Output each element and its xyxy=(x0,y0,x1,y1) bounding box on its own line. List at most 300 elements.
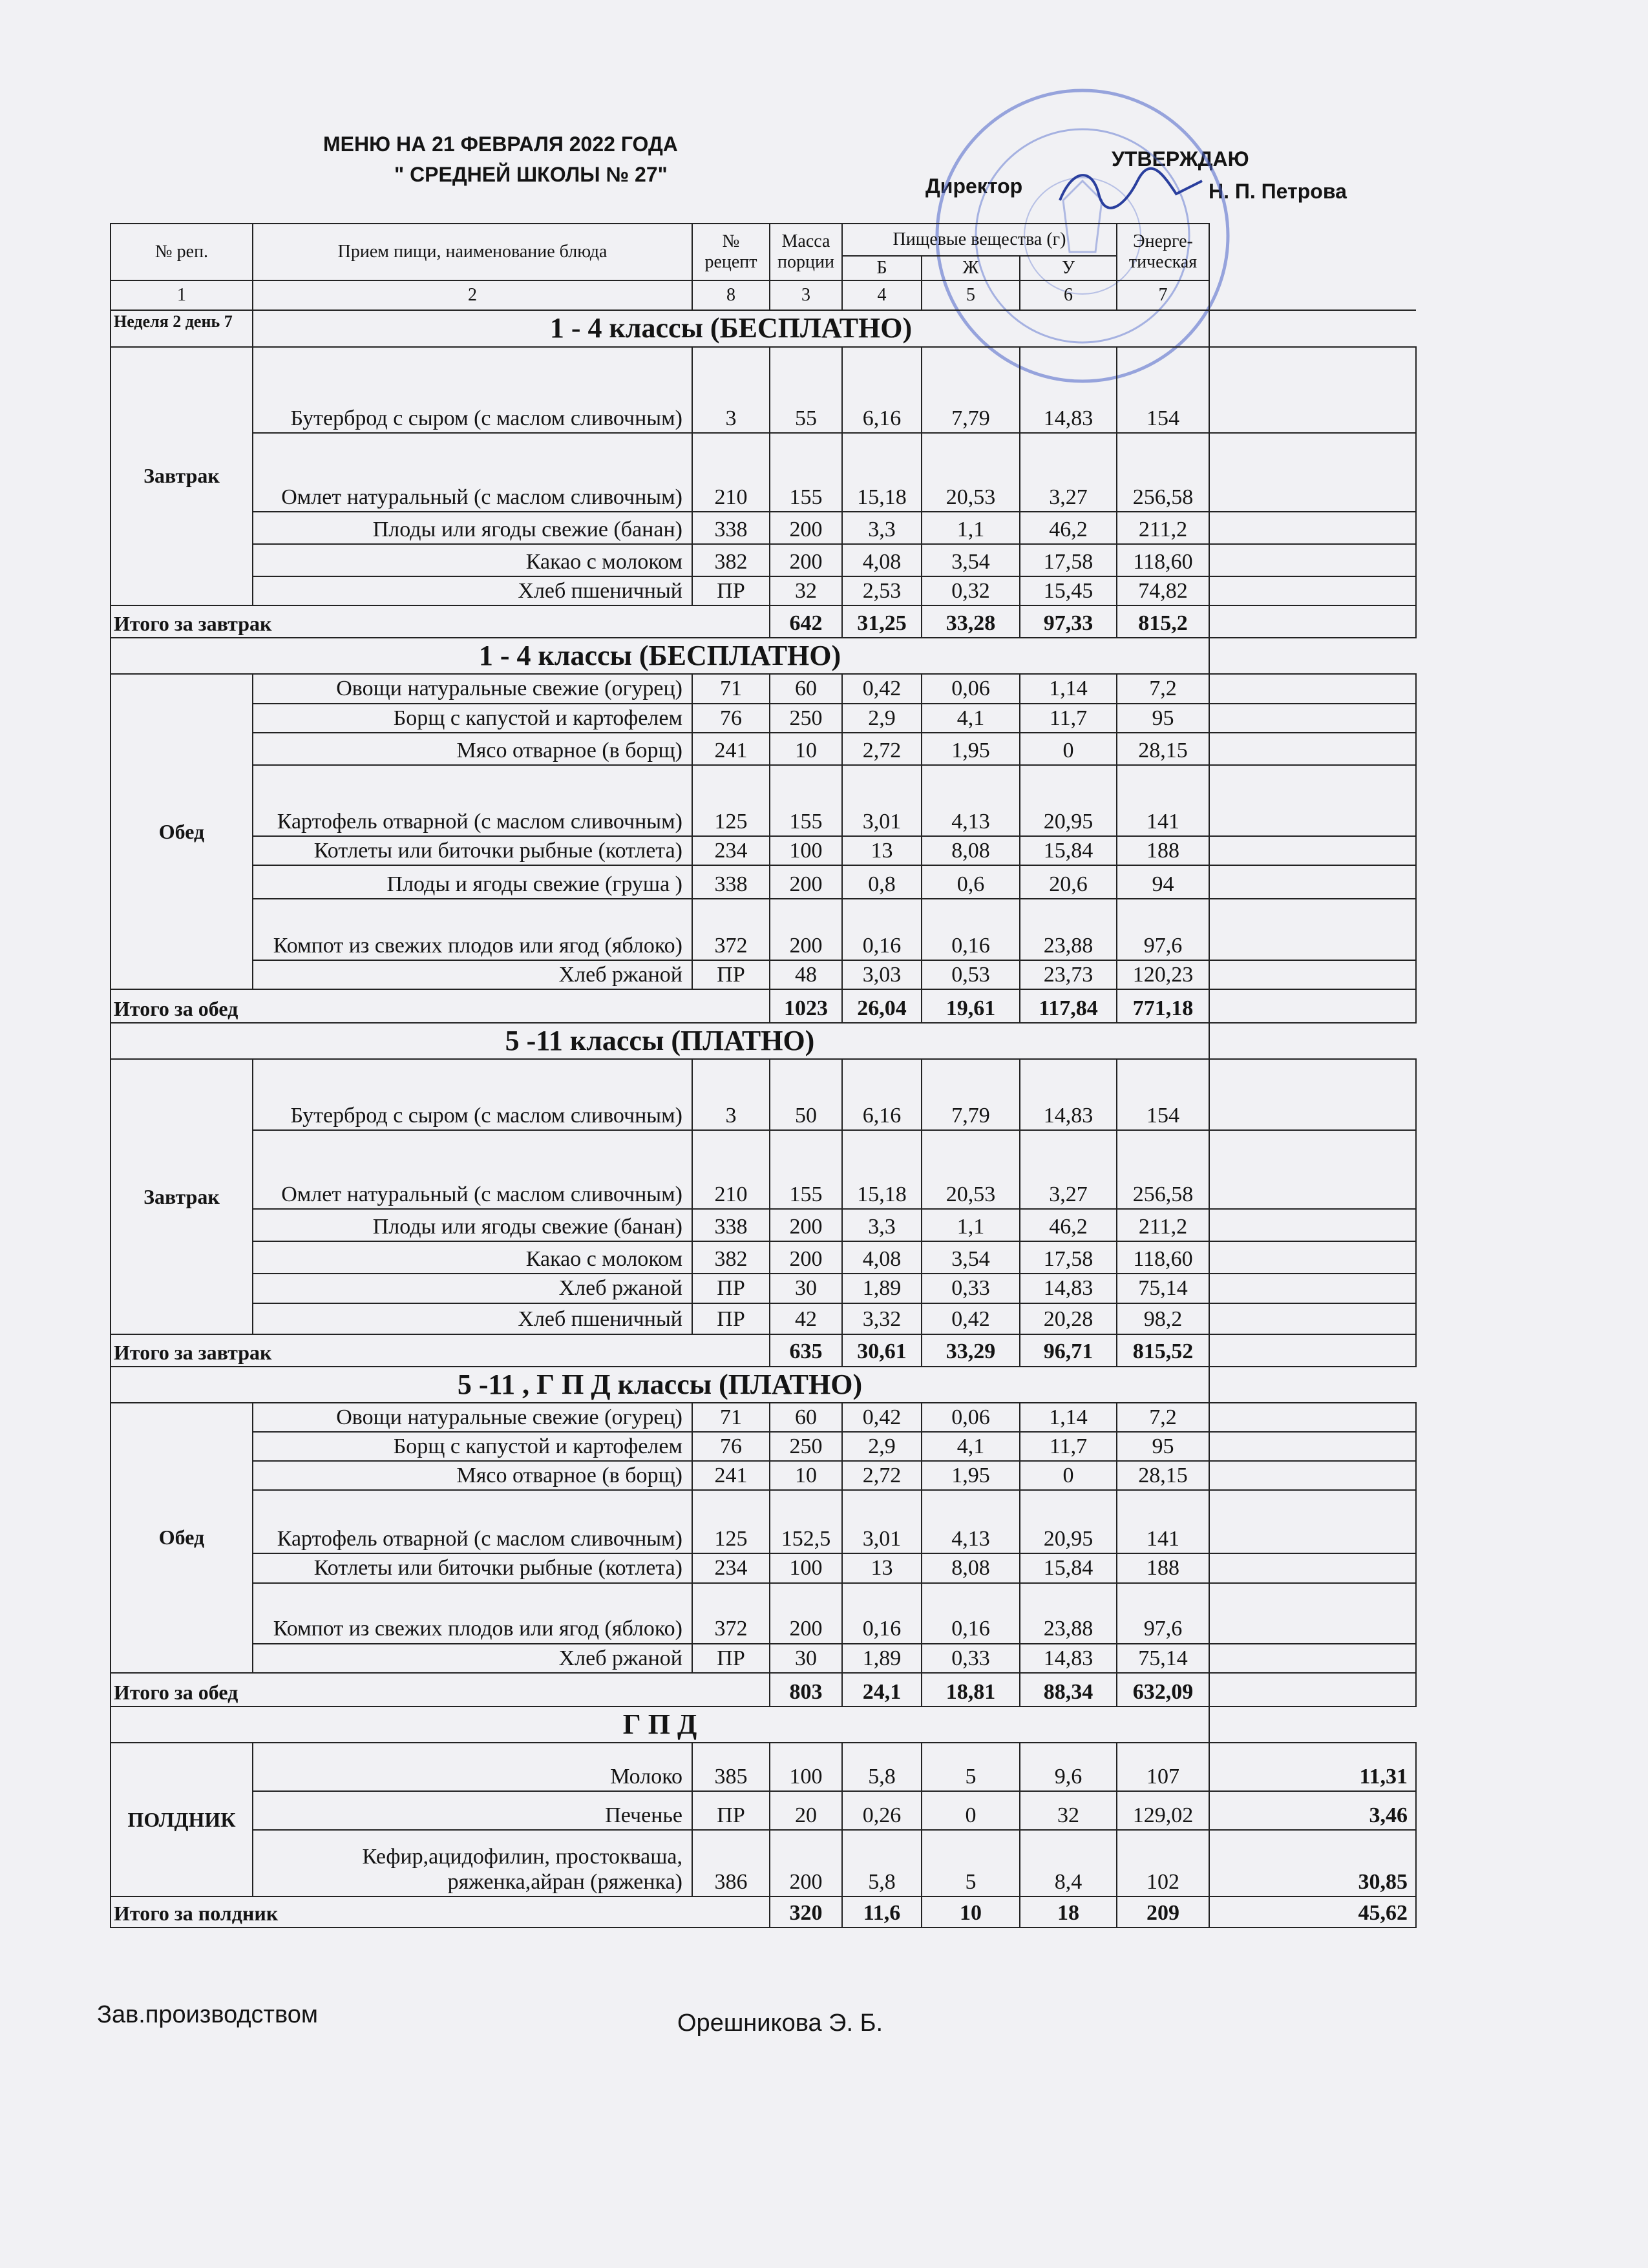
extra-value xyxy=(1209,1553,1416,1582)
extra-value xyxy=(1209,704,1416,733)
dish-name: Компот из свежих плодов или ягод (яблоко) xyxy=(253,899,692,960)
recipe-number: 338 xyxy=(692,865,770,899)
fat-value: 5 xyxy=(922,1830,1020,1896)
extra-value xyxy=(1209,1130,1416,1209)
protein-value: 6,16 xyxy=(842,347,922,433)
carbs-value: 46,2 xyxy=(1020,512,1117,544)
dish-name: Борщ с капустой и картофелем xyxy=(253,704,692,733)
carbs-value: 0 xyxy=(1020,733,1117,765)
fat-value: 8,08 xyxy=(922,836,1020,865)
protein-value: 0,42 xyxy=(842,1403,922,1432)
recipe-number: 125 xyxy=(692,1490,770,1553)
portion-mass: 55 xyxy=(770,347,842,433)
carbs-value: 23,88 xyxy=(1020,1583,1117,1644)
recipe-number: 372 xyxy=(692,899,770,960)
portion-mass: 100 xyxy=(770,1743,842,1791)
carbs-value: 17,58 xyxy=(1020,1241,1117,1274)
dish-name: Какао с молоком xyxy=(253,1241,692,1274)
total-carbs: 96,71 xyxy=(1020,1334,1117,1367)
extra-value xyxy=(1209,836,1416,865)
portion-mass: 10 xyxy=(770,733,842,765)
menu-title: МЕНЮ НА 21 ФЕВРАЛЯ 2022 ГОДА xyxy=(323,132,678,156)
extra-value xyxy=(1209,1432,1416,1461)
meal-name: Завтрак xyxy=(111,1059,253,1334)
extra-value xyxy=(1209,576,1416,605)
extra-value: 3,46 xyxy=(1209,1791,1416,1830)
fat-value: 1,1 xyxy=(922,1209,1020,1241)
fat-value: 0,53 xyxy=(922,960,1020,989)
carbs-value: 11,7 xyxy=(1020,1432,1117,1461)
fat-value: 3,54 xyxy=(922,1241,1020,1274)
protein-value: 5,8 xyxy=(842,1830,922,1896)
recipe-number: 234 xyxy=(692,1553,770,1582)
recipe-number: 372 xyxy=(692,1583,770,1644)
dish-name: Овощи натуральные свежие (огурец) xyxy=(253,674,692,703)
total-energy: 632,09 xyxy=(1117,1673,1209,1706)
total-extra: 45,62 xyxy=(1209,1896,1416,1927)
recipe-number: ПР xyxy=(692,960,770,989)
total-fat: 33,28 xyxy=(922,605,1020,638)
section-title: Г П Д xyxy=(111,1706,1209,1743)
total-mass: 642 xyxy=(770,605,842,638)
protein-value: 0,26 xyxy=(842,1791,922,1830)
total-fat: 33,29 xyxy=(922,1334,1020,1367)
portion-mass: 32 xyxy=(770,576,842,605)
fat-value: 8,08 xyxy=(922,1553,1020,1582)
fat-value: 4,13 xyxy=(922,765,1020,836)
portion-mass: 250 xyxy=(770,1432,842,1461)
carbs-value: 23,88 xyxy=(1020,899,1117,960)
extra-value xyxy=(1209,544,1416,576)
dish-name: Молоко xyxy=(253,1743,692,1791)
carbs-value: 20,28 xyxy=(1020,1303,1117,1334)
carbs-value: 32 xyxy=(1020,1791,1117,1830)
recipe-number: 3 xyxy=(692,347,770,433)
recipe-number: ПР xyxy=(692,1791,770,1830)
dish-name: Бутерброд с сыром (с маслом сливочным) xyxy=(253,1059,692,1130)
recipe-number: 241 xyxy=(692,1461,770,1490)
fat-value: 0,06 xyxy=(922,1403,1020,1432)
carbs-value: 20,6 xyxy=(1020,865,1117,899)
portion-mass: 200 xyxy=(770,1830,842,1896)
recipe-number: ПР xyxy=(692,1274,770,1303)
protein-value: 0,16 xyxy=(842,1583,922,1644)
carbs-value: 3,27 xyxy=(1020,1130,1117,1209)
extra-value xyxy=(1209,899,1416,960)
section-title: 1 - 4 классы (БЕСПЛАТНО) xyxy=(111,638,1209,675)
dish-name: Хлеб ржаной xyxy=(253,1274,692,1303)
total-carbs: 18 xyxy=(1020,1896,1117,1927)
total-carbs: 97,33 xyxy=(1020,605,1117,638)
recipe-number: 382 xyxy=(692,544,770,576)
fat-value: 0,32 xyxy=(922,576,1020,605)
carbs-value: 0 xyxy=(1020,1461,1117,1490)
portion-mass: 50 xyxy=(770,1059,842,1130)
total-extra xyxy=(1209,605,1416,638)
col-num-3: 3 xyxy=(770,280,842,310)
fat-value: 1,95 xyxy=(922,733,1020,765)
dish-name: Кефир,ацидофилин, простокваша, ряженка,айран (ряженка) xyxy=(253,1830,692,1896)
fat-value: 5 xyxy=(922,1743,1020,1791)
recipe-number: 234 xyxy=(692,836,770,865)
total-energy: 771,18 xyxy=(1117,989,1209,1023)
total-label: Итого за завтрак xyxy=(111,605,770,638)
dish-name: Хлеб пшеничный xyxy=(253,576,692,605)
total-mass: 803 xyxy=(770,1673,842,1706)
signature-icon xyxy=(1047,162,1215,213)
extra-value xyxy=(1209,1490,1416,1553)
total-label: Итого за обед xyxy=(111,989,770,1023)
director-label: Директор xyxy=(925,174,1023,198)
recipe-number: 210 xyxy=(692,433,770,512)
week-day-note: Неделя 2 день 7 xyxy=(111,310,253,347)
recipe-number: 210 xyxy=(692,1130,770,1209)
fat-value: 0 xyxy=(922,1791,1020,1830)
col-num-4: 4 xyxy=(842,280,922,310)
meal-name: ПОЛДНИК xyxy=(111,1743,253,1896)
energy-value: 97,6 xyxy=(1117,899,1209,960)
energy-value: 154 xyxy=(1117,347,1209,433)
blank-cell xyxy=(1209,224,1416,310)
protein-value: 3,01 xyxy=(842,1490,922,1553)
dish-name: Картофель отварной (с маслом сливочным) xyxy=(253,1490,692,1553)
dish-name: Котлеты или биточки рыбные (котлета) xyxy=(253,1553,692,1582)
carbs-value: 20,95 xyxy=(1020,765,1117,836)
dish-name: Печенье xyxy=(253,1791,692,1830)
portion-mass: 155 xyxy=(770,765,842,836)
total-mass: 635 xyxy=(770,1334,842,1367)
col-num-2: 2 xyxy=(253,280,692,310)
total-carbs: 117,84 xyxy=(1020,989,1117,1023)
protein-value: 1,89 xyxy=(842,1644,922,1673)
total-mass: 320 xyxy=(770,1896,842,1927)
portion-mass: 200 xyxy=(770,899,842,960)
total-protein: 24,1 xyxy=(842,1673,922,1706)
energy-value: 94 xyxy=(1117,865,1209,899)
carbs-value: 8,4 xyxy=(1020,1830,1117,1896)
total-fat: 10 xyxy=(922,1896,1020,1927)
manager-name: Орешникова Э. Б. xyxy=(677,2010,883,2037)
dish-name: Плоды или ягоды свежие (банан) xyxy=(253,512,692,544)
extra-value xyxy=(1209,1583,1416,1644)
recipe-number: 386 xyxy=(692,1830,770,1896)
fat-value: 0,33 xyxy=(922,1274,1020,1303)
energy-value: 118,60 xyxy=(1117,1241,1209,1274)
protein-value: 2,9 xyxy=(842,1432,922,1461)
col-num-7: 7 xyxy=(1117,280,1209,310)
total-label: Итого за полдник xyxy=(111,1896,770,1927)
menu-table xyxy=(110,223,1417,1928)
extra-value xyxy=(1209,1644,1416,1673)
energy-value: 120,23 xyxy=(1117,960,1209,989)
total-protein: 30,61 xyxy=(842,1334,922,1367)
energy-value: 7,2 xyxy=(1117,1403,1209,1432)
energy-value: 118,60 xyxy=(1117,544,1209,576)
recipe-number: 71 xyxy=(692,674,770,703)
col-header-nutrients: Пищевые вещества (г) xyxy=(842,224,1117,256)
protein-value: 3,3 xyxy=(842,512,922,544)
col-header-u: У xyxy=(1020,256,1117,280)
energy-value: 28,15 xyxy=(1117,733,1209,765)
total-fat: 19,61 xyxy=(922,989,1020,1023)
protein-value: 1,89 xyxy=(842,1274,922,1303)
carbs-value: 11,7 xyxy=(1020,704,1117,733)
extra-value xyxy=(1209,1059,1416,1130)
protein-value: 13 xyxy=(842,836,922,865)
dish-name: Хлеб пшеничный xyxy=(253,1303,692,1334)
carbs-value: 15,84 xyxy=(1020,836,1117,865)
recipe-number: 382 xyxy=(692,1241,770,1274)
fat-value: 20,53 xyxy=(922,1130,1020,1209)
protein-value: 0,8 xyxy=(842,865,922,899)
portion-mass: 152,5 xyxy=(770,1490,842,1553)
portion-mass: 60 xyxy=(770,674,842,703)
energy-value: 102 xyxy=(1117,1830,1209,1896)
energy-value: 129,02 xyxy=(1117,1791,1209,1830)
extra-value xyxy=(1209,512,1416,544)
fat-value: 0,6 xyxy=(922,865,1020,899)
protein-value: 15,18 xyxy=(842,1130,922,1209)
fat-value: 4,1 xyxy=(922,1432,1020,1461)
energy-value: 141 xyxy=(1117,765,1209,836)
fat-value: 0,33 xyxy=(922,1644,1020,1673)
col-header-energy: Энерге- тическая xyxy=(1117,224,1209,280)
portion-mass: 200 xyxy=(770,1209,842,1241)
carbs-value: 14,83 xyxy=(1020,1059,1117,1130)
portion-mass: 200 xyxy=(770,512,842,544)
recipe-number: 241 xyxy=(692,733,770,765)
protein-value: 3,32 xyxy=(842,1303,922,1334)
protein-value: 5,8 xyxy=(842,1743,922,1791)
energy-value: 188 xyxy=(1117,836,1209,865)
fat-value: 7,79 xyxy=(922,347,1020,433)
portion-mass: 200 xyxy=(770,1583,842,1644)
dish-name: Овощи натуральные свежие (огурец) xyxy=(253,1403,692,1432)
protein-value: 2,53 xyxy=(842,576,922,605)
recipe-number: 385 xyxy=(692,1743,770,1791)
school-name: " СРЕДНЕЙ ШКОЛЫ № 27" xyxy=(394,163,668,186)
dish-name: Мясо отварное (в борщ) xyxy=(253,1461,692,1490)
recipe-number: 338 xyxy=(692,1209,770,1241)
dish-name: Плоды или ягоды свежие (банан) xyxy=(253,1209,692,1241)
total-energy: 815,2 xyxy=(1117,605,1209,638)
blank-cell xyxy=(1209,310,1416,347)
dish-name: Котлеты или биточки рыбные (котлета) xyxy=(253,836,692,865)
col-num-8: 8 xyxy=(692,280,770,310)
protein-value: 2,72 xyxy=(842,1461,922,1490)
energy-value: 211,2 xyxy=(1117,1209,1209,1241)
carbs-value: 23,73 xyxy=(1020,960,1117,989)
fat-value: 1,1 xyxy=(922,512,1020,544)
total-energy: 209 xyxy=(1117,1896,1209,1927)
portion-mass: 60 xyxy=(770,1403,842,1432)
dish-name: Мясо отварное (в борщ) xyxy=(253,733,692,765)
extra-value xyxy=(1209,433,1416,512)
dish-name: Какао с молоком xyxy=(253,544,692,576)
portion-mass: 42 xyxy=(770,1303,842,1334)
total-protein: 31,25 xyxy=(842,605,922,638)
recipe-number: 338 xyxy=(692,512,770,544)
col-header-mass: Масса порции xyxy=(770,224,842,280)
portion-mass: 100 xyxy=(770,836,842,865)
protein-value: 0,16 xyxy=(842,899,922,960)
fat-value: 0,16 xyxy=(922,899,1020,960)
fat-value: 0,42 xyxy=(922,1303,1020,1334)
portion-mass: 200 xyxy=(770,865,842,899)
meal-name: Обед xyxy=(111,1403,253,1672)
extra-value xyxy=(1209,1241,1416,1274)
recipe-number: 71 xyxy=(692,1403,770,1432)
approve-label: УТВЕРЖДАЮ xyxy=(1112,147,1249,171)
carbs-value: 46,2 xyxy=(1020,1209,1117,1241)
dish-name: Омлет натуральный (с маслом сливочным) xyxy=(253,433,692,512)
dish-name: Бутерброд с сыром (с маслом сливочным) xyxy=(253,347,692,433)
total-label: Итого за обед xyxy=(111,1673,770,1706)
fat-value: 20,53 xyxy=(922,433,1020,512)
energy-value: 107 xyxy=(1117,1743,1209,1791)
total-extra xyxy=(1209,989,1416,1023)
total-label: Итого за завтрак xyxy=(111,1334,770,1367)
dish-name: Плоды и ягоды свежие (груша ) xyxy=(253,865,692,899)
col-num-6: 6 xyxy=(1020,280,1117,310)
recipe-number: 3 xyxy=(692,1059,770,1130)
extra-value xyxy=(1209,1209,1416,1241)
portion-mass: 48 xyxy=(770,960,842,989)
carbs-value: 1,14 xyxy=(1020,1403,1117,1432)
energy-value: 75,14 xyxy=(1117,1274,1209,1303)
extra-value xyxy=(1209,674,1416,703)
energy-value: 95 xyxy=(1117,1432,1209,1461)
fat-value: 0,16 xyxy=(922,1583,1020,1644)
total-mass: 1023 xyxy=(770,989,842,1023)
energy-value: 28,15 xyxy=(1117,1461,1209,1490)
portion-mass: 30 xyxy=(770,1274,842,1303)
total-carbs: 88,34 xyxy=(1020,1673,1117,1706)
total-energy: 815,52 xyxy=(1117,1334,1209,1367)
extra-value xyxy=(1209,347,1416,433)
extra-value xyxy=(1209,765,1416,836)
protein-value: 4,08 xyxy=(842,1241,922,1274)
extra-value: 11,31 xyxy=(1209,1743,1416,1791)
fat-value: 4,1 xyxy=(922,704,1020,733)
protein-value: 3,03 xyxy=(842,960,922,989)
carbs-value: 14,83 xyxy=(1020,1274,1117,1303)
total-extra xyxy=(1209,1334,1416,1367)
col-header-zh: Ж xyxy=(922,256,1020,280)
energy-value: 188 xyxy=(1117,1553,1209,1582)
energy-value: 75,14 xyxy=(1117,1644,1209,1673)
total-fat: 18,81 xyxy=(922,1673,1020,1706)
energy-value: 98,2 xyxy=(1117,1303,1209,1334)
energy-value: 95 xyxy=(1117,704,1209,733)
energy-value: 211,2 xyxy=(1117,512,1209,544)
section-title: 5 -11 , Г П Д классы (ПЛАТНО) xyxy=(111,1367,1209,1403)
energy-value: 256,58 xyxy=(1117,1130,1209,1209)
energy-value: 154 xyxy=(1117,1059,1209,1130)
extra-value xyxy=(1209,1461,1416,1490)
energy-value: 7,2 xyxy=(1117,674,1209,703)
fat-value: 4,13 xyxy=(922,1490,1020,1553)
carbs-value: 1,14 xyxy=(1020,674,1117,703)
carbs-value: 14,83 xyxy=(1020,347,1117,433)
dish-name: Борщ с капустой и картофелем xyxy=(253,1432,692,1461)
carbs-value: 3,27 xyxy=(1020,433,1117,512)
protein-value: 3,3 xyxy=(842,1209,922,1241)
extra-value xyxy=(1209,733,1416,765)
extra-value xyxy=(1209,865,1416,899)
fat-value: 7,79 xyxy=(922,1059,1020,1130)
protein-value: 2,9 xyxy=(842,704,922,733)
energy-value: 97,6 xyxy=(1117,1583,1209,1644)
fat-value: 0,06 xyxy=(922,674,1020,703)
manager-label: Зав.производством xyxy=(97,2001,318,2028)
col-header-dish: Прием пищи, наименование блюда xyxy=(253,224,692,280)
protein-value: 13 xyxy=(842,1553,922,1582)
col-header-recipe: № рецепт xyxy=(692,224,770,280)
portion-mass: 200 xyxy=(770,1241,842,1274)
carbs-value: 9,6 xyxy=(1020,1743,1117,1791)
total-protein: 26,04 xyxy=(842,989,922,1023)
meal-name: Завтрак xyxy=(111,347,253,605)
portion-mass: 250 xyxy=(770,704,842,733)
extra-value xyxy=(1209,1303,1416,1334)
portion-mass: 155 xyxy=(770,433,842,512)
portion-mass: 200 xyxy=(770,544,842,576)
col-num-5: 5 xyxy=(922,280,1020,310)
protein-value: 2,72 xyxy=(842,733,922,765)
protein-value: 4,08 xyxy=(842,544,922,576)
portion-mass: 30 xyxy=(770,1644,842,1673)
protein-value: 6,16 xyxy=(842,1059,922,1130)
blank-cell xyxy=(1209,1023,1416,1060)
recipe-number: ПР xyxy=(692,1303,770,1334)
extra-value xyxy=(1209,960,1416,989)
recipe-number: 76 xyxy=(692,704,770,733)
total-protein: 11,6 xyxy=(842,1896,922,1927)
blank-cell xyxy=(1209,1367,1416,1403)
energy-value: 141 xyxy=(1117,1490,1209,1553)
dish-name: Хлеб ржаной xyxy=(253,1644,692,1673)
section-title: 1 - 4 классы (БЕСПЛАТНО) xyxy=(253,310,1209,347)
col-num-1: 1 xyxy=(111,280,253,310)
director-name: Н. П. Петрова xyxy=(1209,180,1347,203)
extra-value xyxy=(1209,1274,1416,1303)
blank-cell xyxy=(1209,638,1416,675)
recipe-number: 125 xyxy=(692,765,770,836)
meal-name: Обед xyxy=(111,674,253,989)
col-header-num: № реп. xyxy=(111,224,253,280)
extra-value: 30,85 xyxy=(1209,1830,1416,1896)
energy-value: 74,82 xyxy=(1117,576,1209,605)
portion-mass: 10 xyxy=(770,1461,842,1490)
carbs-value: 17,58 xyxy=(1020,544,1117,576)
dish-name: Картофель отварной (с маслом сливочным) xyxy=(253,765,692,836)
fat-value: 3,54 xyxy=(922,544,1020,576)
recipe-number: ПР xyxy=(692,576,770,605)
recipe-number: ПР xyxy=(692,1644,770,1673)
carbs-value: 15,84 xyxy=(1020,1553,1117,1582)
col-header-b: Б xyxy=(842,256,922,280)
portion-mass: 100 xyxy=(770,1553,842,1582)
total-extra xyxy=(1209,1673,1416,1706)
blank-cell xyxy=(1209,1706,1416,1743)
dish-name: Омлет натуральный (с маслом сливочным) xyxy=(253,1130,692,1209)
protein-value: 0,42 xyxy=(842,674,922,703)
carbs-value: 15,45 xyxy=(1020,576,1117,605)
extra-value xyxy=(1209,1403,1416,1432)
dish-name: Хлеб ржаной xyxy=(253,960,692,989)
portion-mass: 20 xyxy=(770,1791,842,1830)
